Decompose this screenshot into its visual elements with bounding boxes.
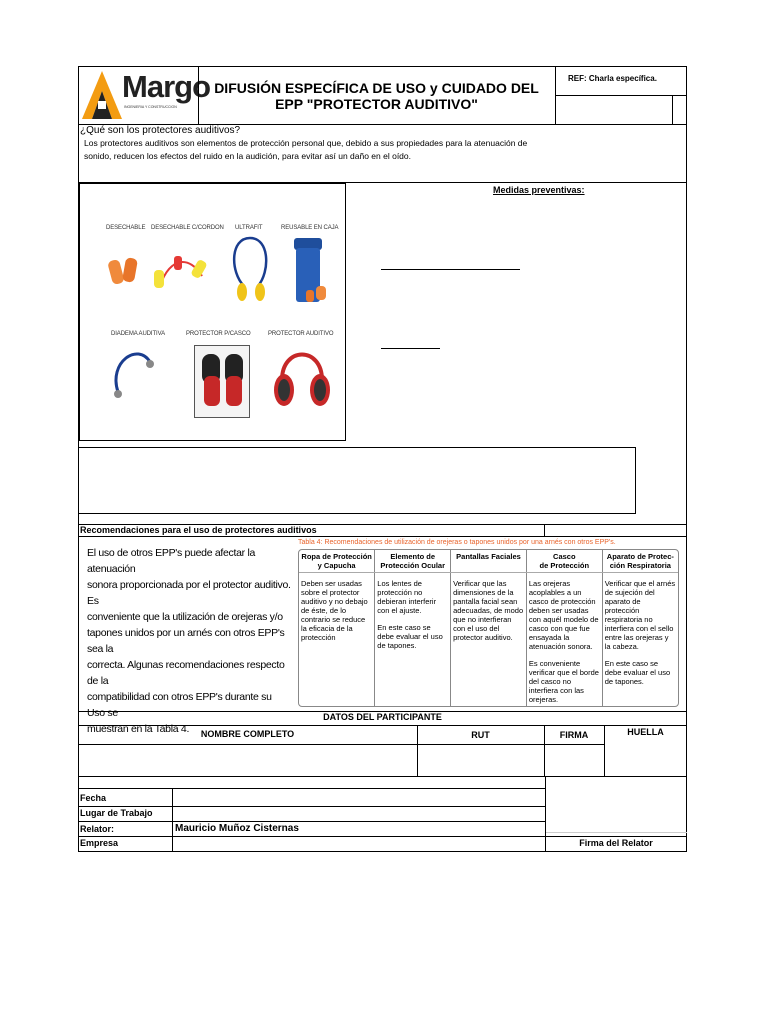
- recommendation-line: tapones unidos por un arnés con otros EPP's sea la: [87, 627, 285, 655]
- product-label: DESECHABLE: [106, 225, 146, 231]
- col-firma: FIRMA: [559, 730, 589, 740]
- participant-name-field[interactable]: [79, 745, 416, 775]
- empresa-label: Empresa: [80, 838, 119, 848]
- logo-house-icon: [80, 69, 124, 121]
- product-label: DIADEMA AUDITIVA: [111, 331, 165, 337]
- recommendations-table: [298, 549, 679, 707]
- products-image: [79, 183, 346, 441]
- firma-relator-label: Firma del Relator: [579, 838, 653, 848]
- table-header: Elemento de Protección Ocular: [375, 550, 451, 573]
- participant-signature-field[interactable]: [545, 745, 603, 775]
- recommendations-title: Recomendaciones para el uso de protectores auditivos: [80, 525, 317, 535]
- banded-earplug-icon: [108, 342, 158, 406]
- recommendation-line: El uso de otros EPP's puede afectar la atenuación: [87, 547, 256, 575]
- product-label: PROTECTOR P/CASCO: [186, 331, 251, 337]
- intro-question: ¿Qué son los protectores auditivos?: [80, 125, 241, 136]
- participant-section-title: DATOS DEL PARTICIPANTE: [323, 712, 442, 722]
- intro-line-1: Los protectores auditivos son elementos de protección personal que, debido a sus propiedades para la atenuación de: [84, 138, 528, 148]
- measures-blank-line: [381, 269, 520, 270]
- recommendation-line: sonora proporcionada por el protector auditivo. Es: [87, 579, 291, 607]
- recommendation-line: muestran en la Tabla 4.: [87, 723, 190, 735]
- table-cell: Las orejeras acoplables a un casco de protección deben ser usadas con aquél modelo de casco con que fue ensayada la atenuación sonora. Es conveniente verificar que el borde del casco no interfiera con las orejeras.: [526, 573, 602, 707]
- logo: [80, 67, 210, 122]
- table-header: Pantallas Faciales: [451, 550, 527, 573]
- earplug-case-icon: [290, 234, 330, 308]
- table-header: Casco de Protección: [526, 550, 602, 573]
- product-label: ULTRAFIT: [235, 225, 263, 231]
- earmuff-icon: [272, 344, 332, 414]
- participant-rut-field[interactable]: [418, 745, 543, 775]
- intro-line-2: sonido, reducen los efectos del ruido en la audición, para evitar así un daño en el oído.: [84, 151, 411, 161]
- recommendation-line: compatibilidad con otros EPP's durante su Uso se: [87, 691, 272, 719]
- lugar-label: Lugar de Trabajo: [80, 808, 153, 818]
- product-label: PROTECTOR AUDITIVO: [268, 331, 334, 337]
- relator-label: Relator:: [80, 824, 115, 834]
- earplug-ultrafit-icon: [226, 232, 276, 306]
- product-label: DESECHABLE C/CORDON: [151, 225, 224, 231]
- participant-fingerprint-field[interactable]: [605, 745, 686, 775]
- empresa-field[interactable]: [173, 837, 544, 851]
- table-cell: Verificar que el arnés de sujeción del aparato de protección respiratoria no interfiera con el sello entre las orejeras y la cabeza. En este caso se debe evaluar el uso de tapones.: [602, 573, 678, 707]
- title-line-1: DIFUSIÓN ESPECÍFICA DE USO y CUIDADO DEL: [214, 80, 539, 96]
- lugar-field[interactable]: [173, 807, 544, 820]
- col-rut: RUT: [471, 730, 490, 740]
- col-huella: HUELLA: [627, 727, 664, 737]
- logo-tagline: INGENIERIA Y CONSTRUCCION: [124, 105, 177, 109]
- helmet-earmuff-icon: [194, 345, 250, 418]
- notes-box: [78, 447, 636, 514]
- table-cell: Verificar que las dimensiones de la pantalla facial sean adecuadas, de modo que no interfieran con el uso del protector auditivo.: [451, 573, 527, 707]
- page-title: [199, 80, 554, 112]
- measures-title: Medidas preventivas:: [493, 185, 585, 195]
- table-caption: Tabla 4: Recomendaciones de utilización de orejeras o tapones unidos por una arnés con otros EPP's.: [298, 539, 616, 546]
- relator-value: Mauricio Muñoz Cisternas: [175, 823, 299, 834]
- table-header: Aparato de Protec- ción Respiratoria: [602, 550, 678, 573]
- product-label: REUSABLE EN CAJA: [281, 225, 339, 231]
- ref-label: REF: Charla específica.: [568, 74, 657, 83]
- measures-blank-line: [381, 348, 440, 349]
- table-header: Ropa de Protección y Capucha: [299, 550, 375, 573]
- title-line-2: EPP "PROTECTOR AUDITIVO": [275, 96, 478, 112]
- table-cell: Deben ser usadas sobre el protector auditivo y no debajo de éste, de lo contrario se reduce la eficacia de la protección: [301, 579, 368, 642]
- relator-signature-field[interactable]: [546, 777, 686, 831]
- table-cell: Los lentes de protección no debieran interferir con el ajuste. En este caso se debe evaluar el uso de tapones.: [375, 573, 451, 707]
- earplug-foam-icon: [104, 252, 148, 292]
- logo-text: Margo: [122, 69, 210, 104]
- recommendations-text: [87, 545, 292, 737]
- col-nombre-completo: NOMBRE COMPLETO: [200, 729, 295, 739]
- fecha-field[interactable]: [173, 789, 544, 805]
- recommendation-line: conveniente que la utilización de orejeras y/o: [87, 611, 283, 623]
- fecha-label: Fecha: [80, 793, 107, 803]
- recommendation-line: correcta. Algunas recomendaciones respecto de la: [87, 659, 285, 687]
- earplug-corded-icon: [150, 246, 210, 296]
